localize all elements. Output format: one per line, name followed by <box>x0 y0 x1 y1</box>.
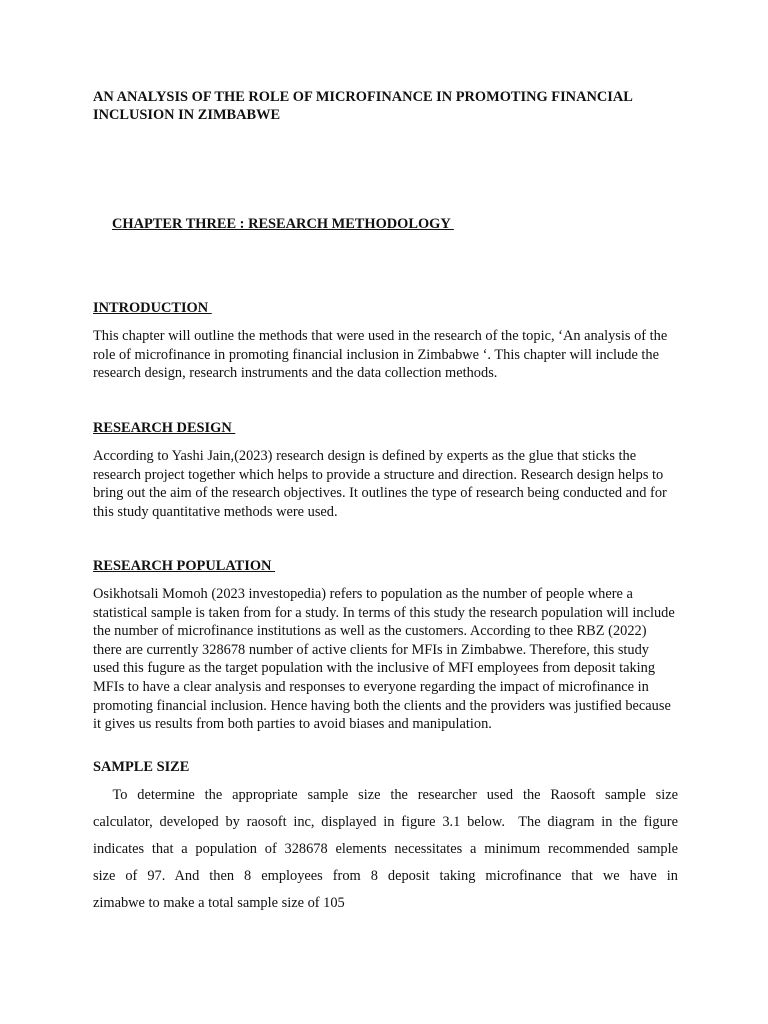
section-heading-sample-size: SAMPLE SIZE <box>93 759 190 775</box>
sample-size-line: calculator, developed by raosoft inc, displayed in figure 3.1 below. The diagram in the figure <box>93 814 678 830</box>
section-body-research-population: Osikhotsali Momoh (2023 investopedia) refers to population as the number of people where a statistical sample is taken from for a study. In terms of this study the research population will include the number of microfinance institutions as well as the customers. According to thee RBZ (2022) there are currently 328678 number of active clients for MFIs in Zimbabwe. Therefore, this study used this fugure as the target population with the inclusive of MFI employees from deposit taking MFIs to have a clear analysis and responses to everyone regarding the impact of microfinance in promoting financial inclusion. Hence having both the clients and the providers was justified because it gives us results from both parties to avoid biases and manipulation. <box>93 586 675 733</box>
section-heading-research-population: RESEARCH POPULATION <box>93 558 276 574</box>
sample-size-line: zimabwe to make a total sample size of 105 <box>93 895 345 911</box>
sample-size-line: To determine the appropriate sample size the researcher used the Raosoft sample size <box>93 787 678 803</box>
document-title: AN ANALYSIS OF THE ROLE OF MICROFINANCE IN PROMOTING FINANCIAL INCLUSION IN ZIMBABWE <box>93 89 633 123</box>
section-body-introduction: This chapter will outline the methods that were used in the research of the topic, ‘An analysis of the role of microfinance in promoting financial inclusion in Zimbabwe ‘. This chapter will include the research design, research instruments and the data collection methods. <box>93 328 668 382</box>
sample-size-line: indicates that a population of 328678 elements necessitates a minimum recommended sample <box>93 841 678 857</box>
section-body-sample-size <box>93 782 678 917</box>
section-body-research-design: According to Yashi Jain,(2023) research design is defined by experts as the glue that sticks the research project together which helps to provide a structure and direction. Research design helps to bring out the aim of the research objectives. It outlines the type of research being conducted and for this study quantitative methods were used. <box>93 448 667 520</box>
sample-size-line: size of 97. And then 8 employees from 8 deposit taking microfinance that we have in <box>93 868 678 884</box>
section-heading-research-design: RESEARCH DESIGN <box>93 420 236 436</box>
chapter-heading: CHAPTER THREE : RESEARCH METHODOLOGY <box>112 216 454 232</box>
section-heading-introduction: INTRODUCTION <box>93 300 212 316</box>
